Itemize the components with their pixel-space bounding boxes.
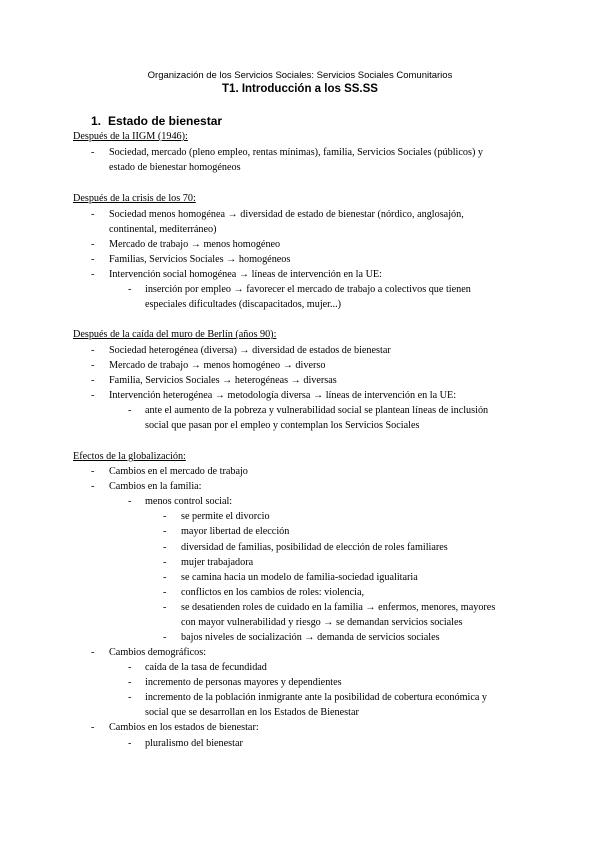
list-subitem: ante el aumento de la pobreza y vulnerabilidad social se plantean líneas de inclusión	[145, 405, 489, 416]
bullet-dash: -	[91, 269, 95, 280]
list-subsubitem-continuation: con mayor vulnerabilidad y riesgo → se demandan servicios sociales	[181, 617, 463, 628]
bullet-dash: -	[163, 632, 167, 643]
list-subitem-continuation: social que pasan por el empleo y contemplan los Servicios Sociales	[145, 420, 420, 431]
list-subsubitem: conflictos en los cambios de roles: violencia,	[181, 587, 365, 598]
list-subsubitem: mujer trabajadora	[181, 557, 254, 568]
document-subtitle: Organización de los Servicios Sociales: Servicios Sociales Comunitarios	[147, 70, 453, 81]
bullet-dash: -	[128, 284, 132, 295]
section-number: 1.	[91, 114, 102, 128]
block-heading-crisis-70s: Después de la crisis de los 70:	[73, 193, 196, 204]
bullet-dash: -	[128, 677, 132, 688]
bullet-dash: -	[163, 511, 167, 522]
list-subitem-continuation: social que se desarrollan en los Estados de Bienestar	[145, 707, 359, 718]
bullet-dash: -	[128, 692, 132, 703]
bullet-dash: -	[128, 496, 132, 507]
bullet-dash: -	[91, 466, 95, 477]
bullet-dash: -	[91, 254, 95, 265]
list-subitem: pluralismo del bienestar	[145, 738, 243, 749]
list-subsubitem: bajos niveles de socialización → demanda de servicios sociales	[181, 632, 440, 643]
list-item: Sociedad heterogénea (diversa) → diversidad de estados de bienestar	[109, 345, 391, 356]
list-item: Cambios en la familia:	[109, 481, 202, 492]
list-subsubitem: diversidad de familias, posibilidad de elección de roles familiares	[181, 542, 448, 553]
list-item: Sociedad menos homogénea → diversidad de estado de bienestar (nórdico, anglosajón,	[109, 209, 464, 220]
bullet-dash: -	[163, 542, 167, 553]
list-subsubitem: se desatienden roles de cuidado en la familia → enfermos, menores, mayores	[181, 602, 496, 613]
bullet-dash: -	[91, 481, 95, 492]
section-title: Estado de bienestar	[108, 114, 223, 128]
list-subitem: incremento de la población inmigrante ante la posibilidad de cobertura económica y	[145, 692, 488, 703]
list-subsubitem: se permite el divorcio	[181, 511, 270, 522]
bullet-dash: -	[91, 647, 95, 658]
document-title: T1. Introducción a los SS.SS	[222, 83, 378, 95]
list-subitem-continuation: especiales dificultades (discapacitados, mujer...)	[145, 299, 342, 310]
list-item-continuation: estado de bienestar homogéneos	[109, 162, 241, 173]
bullet-dash: -	[91, 239, 95, 250]
bullet-dash: -	[163, 572, 167, 583]
bullet-dash: -	[91, 345, 95, 356]
block-heading-berlin-wall: Después de la caída del muro de Berlín (años 90):	[73, 329, 277, 340]
list-subitem: caída de la tasa de fecundidad	[145, 662, 267, 673]
list-item: Cambios en el mercado de trabajo	[109, 466, 248, 477]
list-item: Mercado de trabajo → menos homogéneo	[109, 239, 281, 250]
list-item: Cambios en los estados de bienestar:	[109, 722, 259, 733]
block-heading-globalization: Efectos de la globalización:	[73, 451, 186, 462]
list-item: Familias, Servicios Sociales → homogéneos	[109, 254, 291, 265]
list-subsubitem: mayor libertad de elección	[181, 526, 290, 537]
bullet-dash: -	[91, 360, 95, 371]
block-heading-postwar: Después de la IIGM (1946):	[73, 131, 188, 142]
bullet-dash: -	[163, 587, 167, 598]
list-item: Familia, Servicios Sociales → heterogéneas → diversas	[109, 375, 337, 386]
list-item: Intervención social homogénea → líneas de intervención en la UE:	[109, 269, 382, 280]
list-subitem: inserción por empleo → favorecer el mercado de trabajo a colectivos que tienen	[145, 284, 471, 295]
list-item: Cambios demográficos:	[109, 647, 207, 658]
bullet-dash: -	[163, 526, 167, 537]
list-item: Sociedad, mercado (pleno empleo, rentas mínimas), familia, Servicios Sociales (públicos) y	[109, 147, 484, 158]
bullet-dash: -	[128, 738, 132, 749]
list-subsubitem: se camina hacia un modelo de familia-sociedad igualitaria	[181, 572, 418, 583]
bullet-dash: -	[128, 405, 132, 416]
bullet-dash: -	[91, 390, 95, 401]
list-subitem: menos control social:	[145, 496, 233, 507]
bullet-dash: -	[91, 209, 95, 220]
list-item: Mercado de trabajo → menos homogéneo → diverso	[109, 360, 326, 371]
list-item-continuation: continental, mediterráneo)	[109, 224, 217, 235]
bullet-dash: -	[91, 722, 95, 733]
section-heading	[91, 114, 222, 128]
list-subitem: incremento de personas mayores y dependientes	[145, 677, 342, 688]
bullet-dash: -	[163, 602, 167, 613]
bullet-dash: -	[91, 375, 95, 386]
bullet-dash: -	[163, 557, 167, 568]
list-item: Intervención heterogénea → metodología diversa → líneas de intervención en la UE:	[109, 390, 457, 401]
bullet-dash: -	[128, 662, 132, 673]
bullet-dash: -	[91, 147, 95, 158]
